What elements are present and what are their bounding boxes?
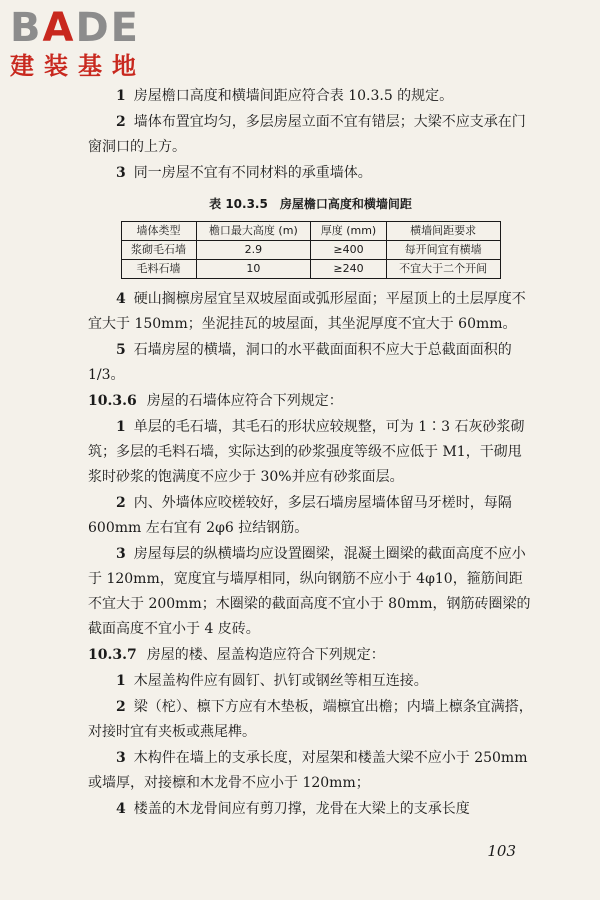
list-item: 1 单层的毛石墙，其毛石的形状应较规整，可为 1∶3 石灰砂浆砌筑；多层的毛料石墙，实际达到的砂浆强度等级不应低于 M1，干砌甩浆时砂浆的饱满度不应少于 30%并应有砂浆面层。 [88, 419, 525, 485]
list-item: 2 内、外墙体应咬槎较好，多层石墙房屋墙体留马牙槎时，每隔 600mm 左右宜有 2φ6 拉结钢筋。 [88, 495, 512, 536]
site-logo [10, 6, 146, 80]
table-cell: ≥400 [311, 241, 387, 260]
table-header-cell: 厚度 (mm) [311, 222, 387, 241]
table-header-cell: 横墙间距要求 [386, 222, 500, 241]
spec-table [121, 221, 501, 279]
list-item: 3 同一房屋不宜有不同材料的承重墙体。 [116, 165, 372, 181]
clause-heading: 10.3.6 房屋的石墙体应符合下列规定： [88, 393, 343, 409]
table-cell: 浆砌毛石墙 [121, 241, 196, 260]
list-item: 1 木屋盖构件应有圆钉、扒钉或钢丝等相互连接。 [116, 673, 428, 689]
table-row [121, 241, 500, 260]
list-item: 4 硬山搁檩房屋宜呈双坡屋面或弧形屋面；平屋顶上的土层厚度不宜大于 150mm；坐泥挂瓦的坡屋面，其坐泥厚度不宜大于 60mm。 [88, 291, 526, 332]
list-item: 3 房屋每层的纵横墙均应设置圈梁，混凝土圈梁的截面高度不应小于 120mm，宽度宜与墙厚相同，纵向钢筋不应小于 4φ10，箍筋间距不宜大于 200mm；木圈梁的截面高度不宜小于 80mm，钢筋砖圈梁的截面高度不宜小于 4 皮砖。 [88, 546, 531, 637]
table-row [121, 260, 500, 279]
table-cell: 10 [196, 260, 311, 279]
list-item: 2 墙体布置宜均匀，多层房屋立面不宜有错层；大梁不应支承在门窗洞口的上方。 [88, 114, 526, 155]
list-item: 2 梁（柁）、檩下方应有木垫板，端檩宜出檐；内墙上檩条宜满搭，对接时宜有夹板或燕尾榫。 [88, 699, 533, 740]
page-body [88, 84, 533, 823]
table-header-row [121, 222, 500, 241]
table-caption: 表 10.3.5 房屋檐口高度和横墙间距 [209, 197, 412, 211]
table-cell: 2.9 [196, 241, 311, 260]
table-cell: 不宜大于二个开间 [386, 260, 500, 279]
table-header-cell: 檐口最大高度 (m) [196, 222, 311, 241]
list-item: 5 石墙房屋的横墙，洞口的水平截面面积不应大于总截面面积的 1/3。 [88, 342, 512, 383]
table-cell: ≥240 [311, 260, 387, 279]
logo-wordmark: BADE [10, 5, 140, 51]
logo-subtitle: 建装基地 [10, 52, 146, 80]
list-item: 4 楼盖的木龙骨间应有剪刀撑，龙骨在大梁上的支承长度 [116, 801, 470, 817]
table-header-cell: 墙体类型 [121, 222, 196, 241]
table-cell: 每开间宜有横墙 [386, 241, 500, 260]
page-number: 103 [487, 842, 516, 860]
table-cell: 毛料石墙 [121, 260, 196, 279]
list-item: 3 木构件在墙上的支承长度，对屋架和楼盖大梁不应小于 250mm 或墙厚，对接檩和木龙骨不应小于 120mm； [88, 750, 528, 791]
clause-heading: 10.3.7 房屋的楼、屋盖构造应符合下列规定： [88, 647, 385, 663]
list-item: 1 房屋檐口高度和横墙间距应符合表 10.3.5 的规定。 [116, 88, 454, 104]
